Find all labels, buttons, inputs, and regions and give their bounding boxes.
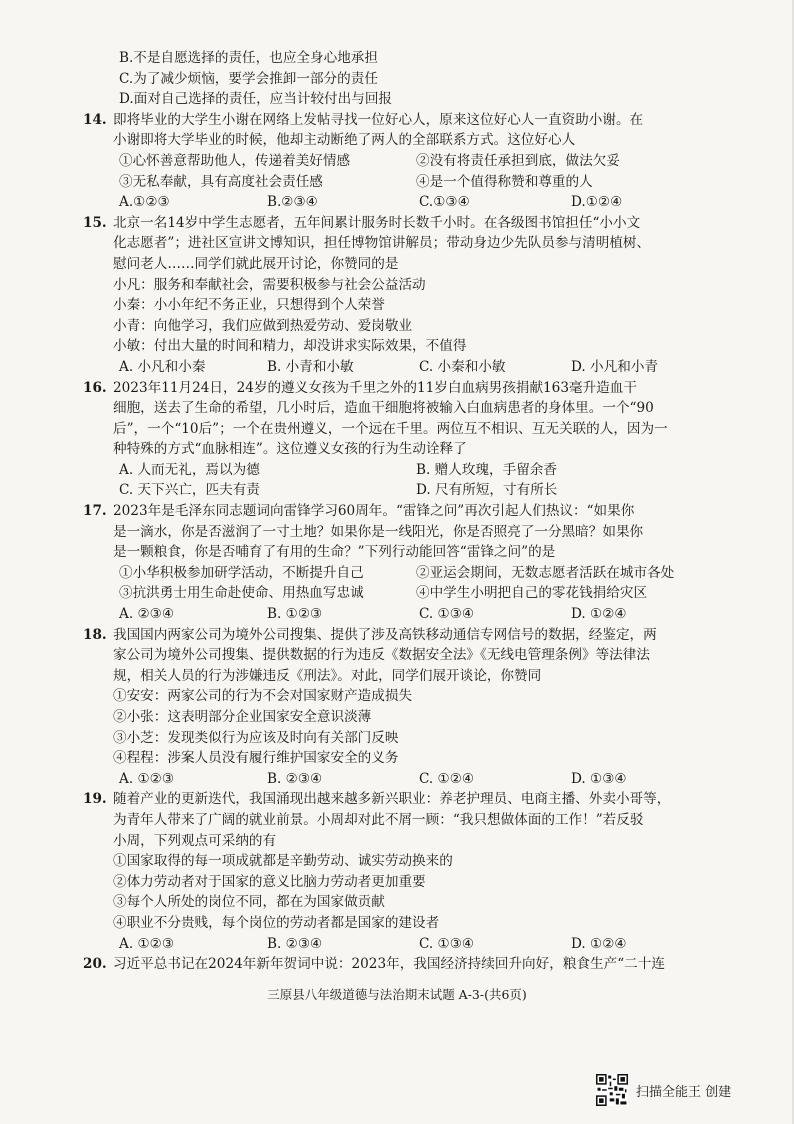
q14-statements-row-1 <box>113 151 713 172</box>
q18-stem-line-1: 我国国内两家公司为境外公司搜集、提供了涉及高铁移动通信专网信号的数据，经鉴定，两 <box>113 626 657 643</box>
q14-option-b: B.②③④ <box>267 194 318 211</box>
q13-option-d: D.面对自己选择的责任，应当计较付出与回报 <box>119 91 393 108</box>
q14-statement-2: ②没有将责任承担到底，做法欠妥 <box>416 152 620 169</box>
q18-statement-1: ①安安：两家公司的行为不会对国家财产造成损失 <box>113 688 413 705</box>
q17-statement-4: ④中学生小明把自己的零花钱捐给灾区 <box>416 585 648 602</box>
q14-statement-3: ③无私奉献，具有高度社会责任感 <box>119 173 323 190</box>
q19-stem-line-2: 为青年人带来了广阔的就业前景。小周却对此不屑一顾：“我只想做体面的工作！”若反驳 <box>113 811 644 828</box>
q16-options-row-2 <box>113 480 713 501</box>
q14-option-d: D.①②④ <box>571 194 623 211</box>
q15-option-b: B. 小青和小敏 <box>267 358 354 375</box>
q19-option-d: D. ①②④ <box>571 935 627 952</box>
q20-stem-line-1: 习近平总书记在2024年新年贺词中说：2023年，我国经济持续回升向好，粮食生产“二十连 <box>113 956 665 973</box>
q17-option-b: B. ①②③ <box>267 606 323 623</box>
q18-statement-2: ②小张：这表明部分企业国家安全意识淡薄 <box>113 709 372 725</box>
q19-stem-line-3: 小周，下列观点可采纳的有 <box>113 832 277 849</box>
qr-code-icon <box>596 1074 628 1106</box>
watermark-text: 扫描全能王 创建 <box>636 1084 732 1100</box>
q19-statement-3: ③每个人所处的岗位不同，都在为国家做贡献 <box>113 894 385 911</box>
question-content <box>83 48 713 975</box>
q15-view-4: 小敏：付出大量的时间和精力，却没讲求实际效果，不值得 <box>113 338 467 355</box>
q15-option-c: C. 小秦和小敏 <box>419 358 506 375</box>
q19-option-b: B. ②③④ <box>267 935 323 952</box>
q17-statement-2: ②亚运会期间，无数志愿者活跃在城市各处 <box>416 564 675 581</box>
q16-option-c: C. 天下兴亡，匹夫有责 <box>119 482 260 499</box>
q15-view-1: 小凡：服务和奉献社会，需要积极参与社会公益活动 <box>113 276 426 293</box>
q15-option-d: D. 小凡和小青 <box>571 358 659 375</box>
q14-option-c: C.①③④ <box>419 194 470 211</box>
q15-stem-line-2: 化志愿者”；进社区宣讲文博知识，担任博物馆讲解员；带动身边少先队员参与清明植树、 <box>113 235 651 252</box>
q17-statements-row-1 <box>113 563 713 584</box>
q13-option-b: B.不是自愿选择的责任，也应全身心地承担 <box>119 50 378 66</box>
q19-option-a: A. ①②③ <box>119 935 175 952</box>
q14-option-a: A.①②③ <box>119 194 170 211</box>
q16-stem-line-1: 2023年11月24日，24岁的遵义女孩为千里之外的11岁白血病男孩捐献163毫升造血干 <box>113 379 637 396</box>
scanner-watermark <box>596 1074 731 1106</box>
q18-option-b: B. ②③④ <box>267 770 323 787</box>
q16-option-d: D. 尺有所短，寸有所长 <box>416 482 558 499</box>
q14-stem: 14. 即将毕业的大学生小谢在网络上发帖寻找一位好心人，原来这位好心人一直资助小谢。在 <box>113 110 713 131</box>
q14-stem-line-1: 即将毕业的大学生小谢在网络上发帖寻找一位好心人，原来这位好心人一直资助小谢。在 <box>113 111 644 128</box>
q16-options-row-1 <box>113 460 713 481</box>
q15-option-a: A. 小凡和小秦 <box>119 358 206 375</box>
q14-statements-row-2 <box>113 172 713 193</box>
q16-stem-line-3: 后”，一个“10后”；一个在贵州遵义，一个远在千里。两位互不相识、互无关联的人，因为一 <box>113 420 668 437</box>
q18-option-c: C. ①②④ <box>419 770 475 787</box>
q17-stem: 17. 2023年是毛泽东同志题词向雷锋学习60周年。“雷锋之问”再次引起人们热议：“如果你 <box>113 501 713 522</box>
q19-stem-line-1: 随着产业的更新迭代，我国涌现出越来越多新兴职业：养老护理员、电商主播、外卖小哥等， <box>113 791 671 808</box>
q15-stem-line-3: 慰问老人……同学们就此展开讨论，你赞同的是 <box>113 255 399 272</box>
q19-options <box>113 934 713 955</box>
q14-stem-line-2: 小谢即将大学毕业的时候，他却主动断绝了两人的全部联系方式。这位好心人 <box>113 132 576 149</box>
q18-stem-line-3: 规，相关人员的行为涉嫌违反《刑法》。对此，同学们展开谈论，你赞同 <box>113 667 542 684</box>
q15-view-2: 小秦：小小年纪不务正业，只想得到个人荣誉 <box>113 297 385 314</box>
q14-statement-1: ①心怀善意帮助他人，传递着美好情感 <box>119 152 351 169</box>
q18-options <box>113 769 713 790</box>
q14-options <box>113 192 713 213</box>
q17-statement-3: ③抗洪勇士用生命赴使命、用热血写忠诚 <box>119 585 364 602</box>
q16-stem: 16. 2023年11月24日，24岁的遵义女孩为千里之外的11岁白血病男孩捐献163毫升造血干 <box>113 378 713 399</box>
q16-option-a: A. 人而无礼，焉以为德 <box>119 461 260 478</box>
q18-stem: 18. 我国国内两家公司为境外公司搜集、提供了涉及高铁移动通信专网信号的数据，经鉴定，两 <box>113 625 713 646</box>
q17-option-d: D. ①②④ <box>571 606 627 623</box>
q18-option-d: D. ①③④ <box>571 770 627 787</box>
q18-stem-line-2: 家公司为境外公司搜集、提供数据的行为违反《数据安全法》《无线电管理条例》等法律法 <box>113 647 650 664</box>
q17-options <box>113 604 713 625</box>
q17-stem-line-3: 是一颗粮食，你是否哺育了有用的生命？”下列行动能回答“雷锋之问”的是 <box>113 544 556 561</box>
q15-stem: 15. 北京一名14岁中学生志愿者，五年间累计服务时长数千小时。在各级图书馆担任“小小文 <box>113 213 713 234</box>
q19-stem: 19. 随着产业的更新迭代，我国涌现出越来越多新兴职业：养老护理员、电商主播、外卖小哥等， <box>113 789 713 810</box>
q16-stem-line-4: 种特殊的方式“血脉相连”。这位遵义女孩的行为生动诠释了 <box>113 441 467 458</box>
q18-option-a: A. ①②③ <box>119 770 175 787</box>
q18-statement-3: ③小芝：发现类似行为应该及时向有关部门反映 <box>113 729 399 746</box>
q17-statements-row-2 <box>113 583 713 604</box>
q17-statement-1: ①小华积极参加研学活动，不断提升自己 <box>119 564 364 581</box>
q19-statement-4: ④职业不分贵贱，每个岗位的劳动者都是国家的建设者 <box>113 914 440 931</box>
q17-stem-line-1: 2023年是毛泽东同志题词向雷锋学习60周年。“雷锋之问”再次引起人们热议：“如果你 <box>113 503 635 520</box>
q13-option-c: C.为了减少烦恼，要学会推卸一部分的责任 <box>119 70 378 87</box>
q20-stem: 20. 习近平总书记在2024年新年贺词中说：2023年，我国经济持续回升向好，粮食生产“二十连 <box>113 954 713 975</box>
q15-view-3: 小青：向他学习，我们应做到热爱劳动、爱岗敬业 <box>113 317 413 334</box>
q17-option-a: A. ②③④ <box>119 606 175 623</box>
q18-statement-4: ④程程：涉案人员没有履行维护国家安全的义务 <box>113 750 399 767</box>
q17-option-c: C. ①③④ <box>419 606 475 623</box>
q19-option-c: C. ①③④ <box>419 935 475 952</box>
q14-statement-4: ④是一个值得称赞和尊重的人 <box>416 173 593 190</box>
page-footer: 三原县八年级道德与法治期末试题 A-3-(共6页) <box>267 987 527 1002</box>
q16-option-b: B. 赠人玫瑰，手留余香 <box>416 461 557 478</box>
q19-statement-1: ①国家取得的每一项成就都是辛勤劳动、诚实劳动换来的 <box>113 853 453 870</box>
q15-options <box>113 357 713 378</box>
q16-stem-line-2: 细胞，送去了生命的希望，几小时后，造血干细胞将被输入白血病患者的身体里。一个“90 <box>113 400 654 417</box>
q15-stem-line-1: 北京一名14岁中学生志愿者，五年间累计服务时长数千小时。在各级图书馆担任“小小文 <box>113 214 641 231</box>
q19-statement-2: ②体力劳动者对于国家的意义比脑力劳动者更加重要 <box>113 873 426 890</box>
q17-stem-line-2: 是一滴水，你是否滋润了一寸土地？如果你是一线阳光，你是否照亮了一分黑暗？如果你 <box>113 523 644 540</box>
